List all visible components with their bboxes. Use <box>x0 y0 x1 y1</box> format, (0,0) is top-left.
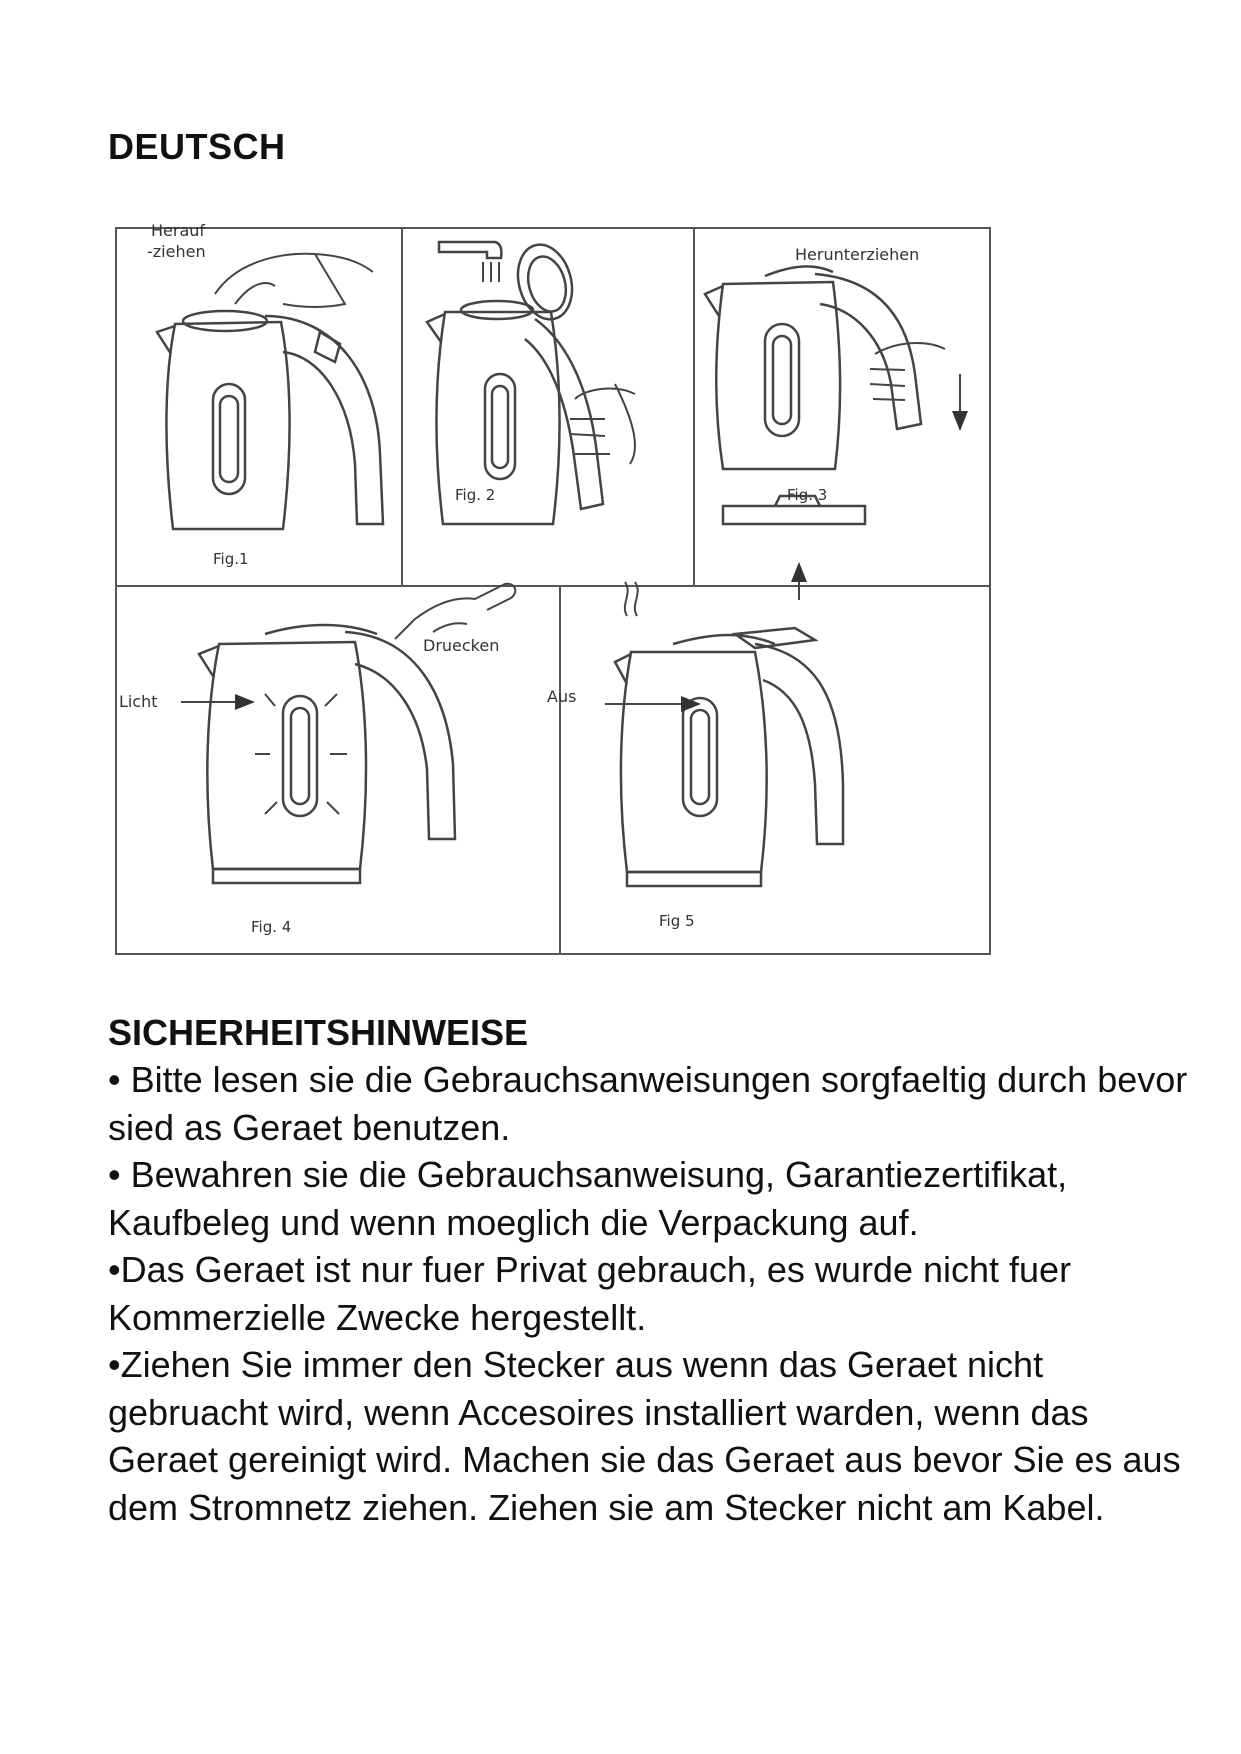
caption-fig2: Fig. 2 <box>455 486 496 504</box>
power-base <box>723 506 865 524</box>
panel-fig1 <box>157 254 383 529</box>
panel-fig3 <box>705 266 960 524</box>
label-herauf-line1: Herauf <box>151 224 206 240</box>
kettle-body <box>621 652 767 872</box>
kettle-body <box>716 282 840 469</box>
steam-icon <box>625 582 638 616</box>
safety-item: •Ziehen Sie immer den Stecker aus wenn das Geraet nicht gebruacht wird, wenn Accesoires installiert warden, wenn das Geraet gereinigt wird. Machen sie das Geraet aus bevor Sie es aus dem Stromnetz ziehen. Ziehen sie am Stecker nicht am Kabel. <box>108 1344 1181 1528</box>
water-window <box>765 324 799 436</box>
power-base <box>627 872 761 886</box>
hand-icon <box>570 384 635 464</box>
kettle-handle <box>755 644 843 844</box>
kettle-handle <box>265 316 383 524</box>
caption-fig5: Fig 5 <box>659 912 695 930</box>
water-window <box>213 384 245 494</box>
label-druecken: Druecken <box>423 636 500 655</box>
caption-fig3: Fig. 3 <box>787 486 828 504</box>
safety-item: •Das Geraet ist nur fuer Privat gebrauch, es wurde nicht fuer Kommerzielle Zwecke hergestellt. <box>108 1249 1072 1338</box>
label-licht: Licht <box>119 692 158 711</box>
kettle-handle <box>345 632 455 839</box>
safety-section <box>108 1010 1188 1531</box>
faucet-icon <box>439 242 501 258</box>
kettle-lid <box>183 311 267 331</box>
light-rays-icon <box>255 694 347 814</box>
hand-icon <box>870 343 945 400</box>
panel-fig5 <box>605 564 843 886</box>
panel-fig2 <box>427 239 635 524</box>
kettle-body <box>166 322 289 529</box>
raised-switch <box>735 628 815 648</box>
kettle-handle <box>525 319 603 509</box>
safety-item: • Bewahren sie die Gebrauchsanweisung, Garantiezertifikat, Kaufbeleg und wenn moeglich die Verpackung auf. <box>108 1154 1068 1243</box>
safety-heading: SICHERHEITSHINWEISE <box>108 1012 529 1053</box>
instruction-diagram <box>115 224 991 958</box>
power-base <box>213 869 360 883</box>
pressing-hand-icon <box>395 584 515 639</box>
kettle-body <box>207 642 366 869</box>
water-window <box>283 696 317 816</box>
label-herauf-line2: -ziehen <box>147 242 206 261</box>
kettle-handle <box>815 274 921 429</box>
water-stream <box>483 262 499 282</box>
language-heading: DEUTSCH <box>108 126 286 167</box>
water-window <box>683 698 717 816</box>
panel-fig4 <box>181 584 515 883</box>
label-aus: Aus <box>547 687 577 706</box>
caption-fig4: Fig. 4 <box>251 918 292 936</box>
hand-icon <box>215 254 373 307</box>
label-herunterziehen: Herunterziehen <box>795 245 920 264</box>
lid-button <box>315 332 340 362</box>
kettle-instruction-figure <box>115 224 991 958</box>
caption-fig1: Fig.1 <box>213 550 249 568</box>
water-window <box>485 374 515 479</box>
safety-item: • Bitte lesen sie die Gebrauchsanweisungen sorgfaeltig durch bevor sied as Geraet benutzen. <box>108 1059 1188 1148</box>
